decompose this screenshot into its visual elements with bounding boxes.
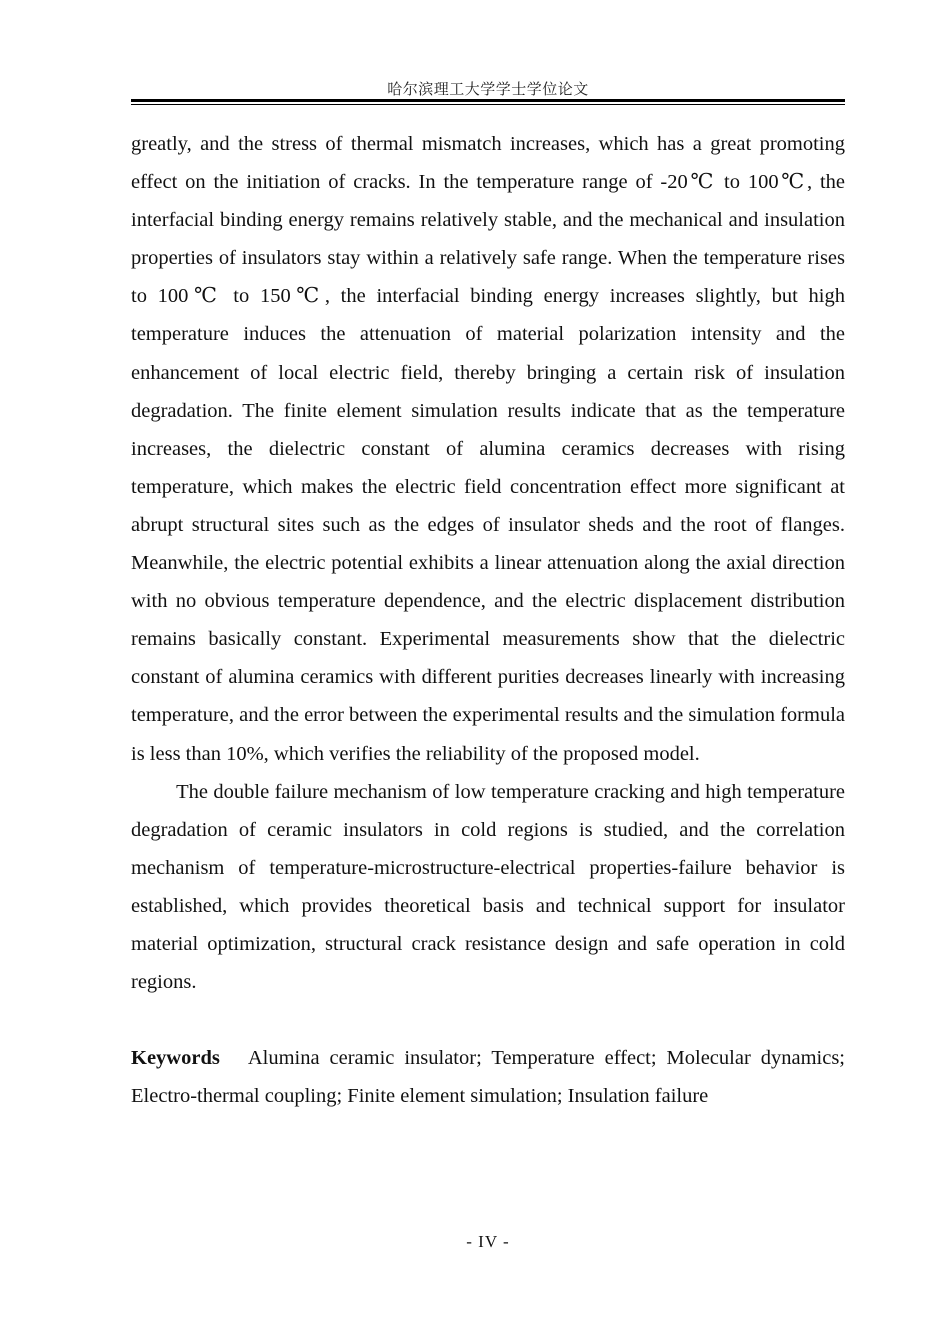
paragraph-failure-mechanism: The double failure mechanism of low temperature cracking and high temperature degradation of ceramic insulators in cold regions is studied, and the correlation mechanism of temperature-microstructure-electrical properties-failure behavior is established, which provides theoretical basis and technical support for insulator material optimization, structural crack resistance design and safe operation in cold regions.: [131, 780, 845, 994]
paragraph-spacer: [131, 1001, 845, 1039]
paragraph-continued: greatly, and the stress of thermal mismatch increases, which has a great promoting effect on the initiation of cracks. In the temperature range of -20℃ to 100℃, the interfacial binding energy remains relatively stable, and the mechanical and insulation properties of insulators stay within a relatively safe range. When the temperature rises to 100℃ to 150℃, the interfacial binding energy increases slightly, but high temperature induces the attenuation of material polarization intensity and the enhancement of local electric field, thereby bringing a certain risk of insulation degradation. The finite element simulation results indicate that as the temperature increases, the dielectric constant of alumina ceramics decreases with rising temperature, which makes the electric field concentration effect more significant at abrupt structural sites such as the edges of insulator sheds and the root of flanges. Meanwhile, the electric potential exhibits a linear attenuation along the axial direction with no obvious temperature dependence, and the electric displacement distribution remains basically constant. Experimental measurements show that the dielectric constant of alumina ceramics with different purities decreases linearly with increasing temperature, and the error between the experimental results and the simulation formula is less than 10%, which verifies the reliability of the proposed model.: [131, 133, 845, 765]
header-rule-thick: [131, 99, 845, 102]
header-rule-thin: [131, 104, 845, 105]
body-text: [131, 125, 845, 1115]
header-title: 哈尔滨理工大学学士学位论文: [387, 80, 589, 98]
keywords-label: Keywords: [131, 1047, 220, 1070]
page-number: - IV -: [466, 1232, 510, 1251]
keywords-text: Alumina ceramic insulator; Temperature effect; Molecular dynamics; Electro-thermal coupling; Finite element simulation; Insulation failure: [131, 1047, 845, 1108]
keywords-paragraph: [131, 1039, 845, 1115]
